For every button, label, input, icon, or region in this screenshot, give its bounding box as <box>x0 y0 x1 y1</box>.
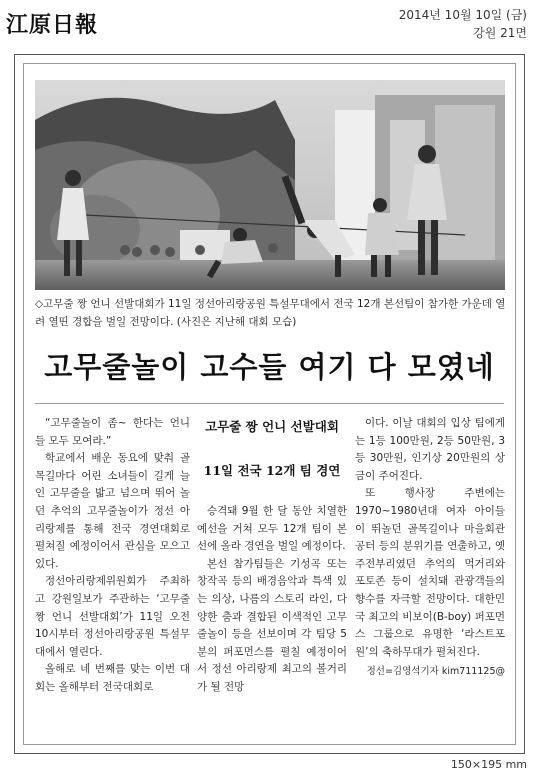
publication-date: 2014년 10월 10일 (금) <box>398 8 527 22</box>
body-paragraph: 또 행사장 주변에는 1970~1980년대 여자 아이들이 뛰놀던 골목길이나 마을회관 공터 등의 분위기를 연출하고, 옛 주전부리였던 추억의 먹거리와 포토존 등이 설치돼 관광객들의 향수를 자극할 전망이다. 대한민국 최고의 비보이(B-boy) 퍼포먼스 그룹으로 유명한 ‘라스트포원’의 축하무대가 펼쳐진다. <box>355 487 505 658</box>
subhead-spacer <box>197 483 347 503</box>
body-paragraph: “고무줄놀이 좀~ 한다는 언니들 모두 모여라.” <box>35 417 190 447</box>
article-clipping <box>14 54 525 754</box>
photo-caption: ◇고무줄 짱 언니 선발대회가 11일 정선아리랑공원 특설무대에서 전국 12개 본선팀이 참가한 가운데 열려 열띤 경합을 벌일 전망이다. (사진은 지난해 대회 모습) <box>35 298 506 328</box>
subhead-spacer <box>197 439 347 459</box>
event-photo-image <box>35 80 505 290</box>
article-column-3 <box>355 415 505 681</box>
article-column-2 <box>197 415 347 697</box>
event-photo <box>35 80 505 290</box>
body-paragraph: 학교에서 배운 동요에 맞춰 골목길마다 어린 소녀들이 길게 늘인 고무줄을 밟고 넘으며 뛰어 놀던 추억의 고무줄놀이가 정선 아리랑제를 통해 전국 경연대회로 펼쳐질 예정이어서 관심을 모으고 있다. <box>35 452 190 570</box>
clipping-size-note: 150×195 mm <box>450 758 527 771</box>
masthead: 江原日報 <box>6 12 99 38</box>
article-subhead: 11일 전국 12개 팀 경연 <box>203 463 341 478</box>
body-paragraph: 올해로 네 번째를 맞는 이번 대회는 올해부터 전국대회로 <box>35 663 190 693</box>
body-paragraph: 정선아리랑제위원회가 주최하고 강원일보가 주관하는 ‘고무줄 짱 언니 선발대회’가 11일 오전 10시부터 정선아리랑공원 특설무대에서 열린다. <box>35 575 190 658</box>
article-subhead: 고무줄 짱 언니 선발대회 <box>205 419 339 434</box>
article-byline: 정선=김영석기자 kim711125@ <box>366 666 505 678</box>
article-headline: 고무줄놀이 고수들 여기 다 모였네 <box>44 350 495 384</box>
headline-divider <box>35 403 504 404</box>
body-paragraph: 승격돼 9월 한 달 동안 치열한 예선을 거쳐 모두 12개 팀이 본선에 올라 경연을 벌일 예정이다. <box>197 505 347 553</box>
body-paragraph: 본선 참가팀들은 기성곡 또는 창작곡 등의 배경음악과 특색 있는 의상, 나름의 스토리 라인, 다양한 춤과 결합된 이색적인 고무줄놀이 등을 선보이며 각 팀당 5분의 퍼포먼스를 펼칠 예정이어서 정선 아리랑제 최고의 볼거리가 될 전망 <box>197 557 347 693</box>
body-paragraph: 이다. 이날 대회의 입상 팀에게는 1등 100만원, 2등 50만원, 3등 30만원, 인기상 20만원의 상금이 주어진다. <box>355 417 505 482</box>
publication-page: 강원 21면 <box>473 26 527 40</box>
article-column-1 <box>35 415 190 697</box>
